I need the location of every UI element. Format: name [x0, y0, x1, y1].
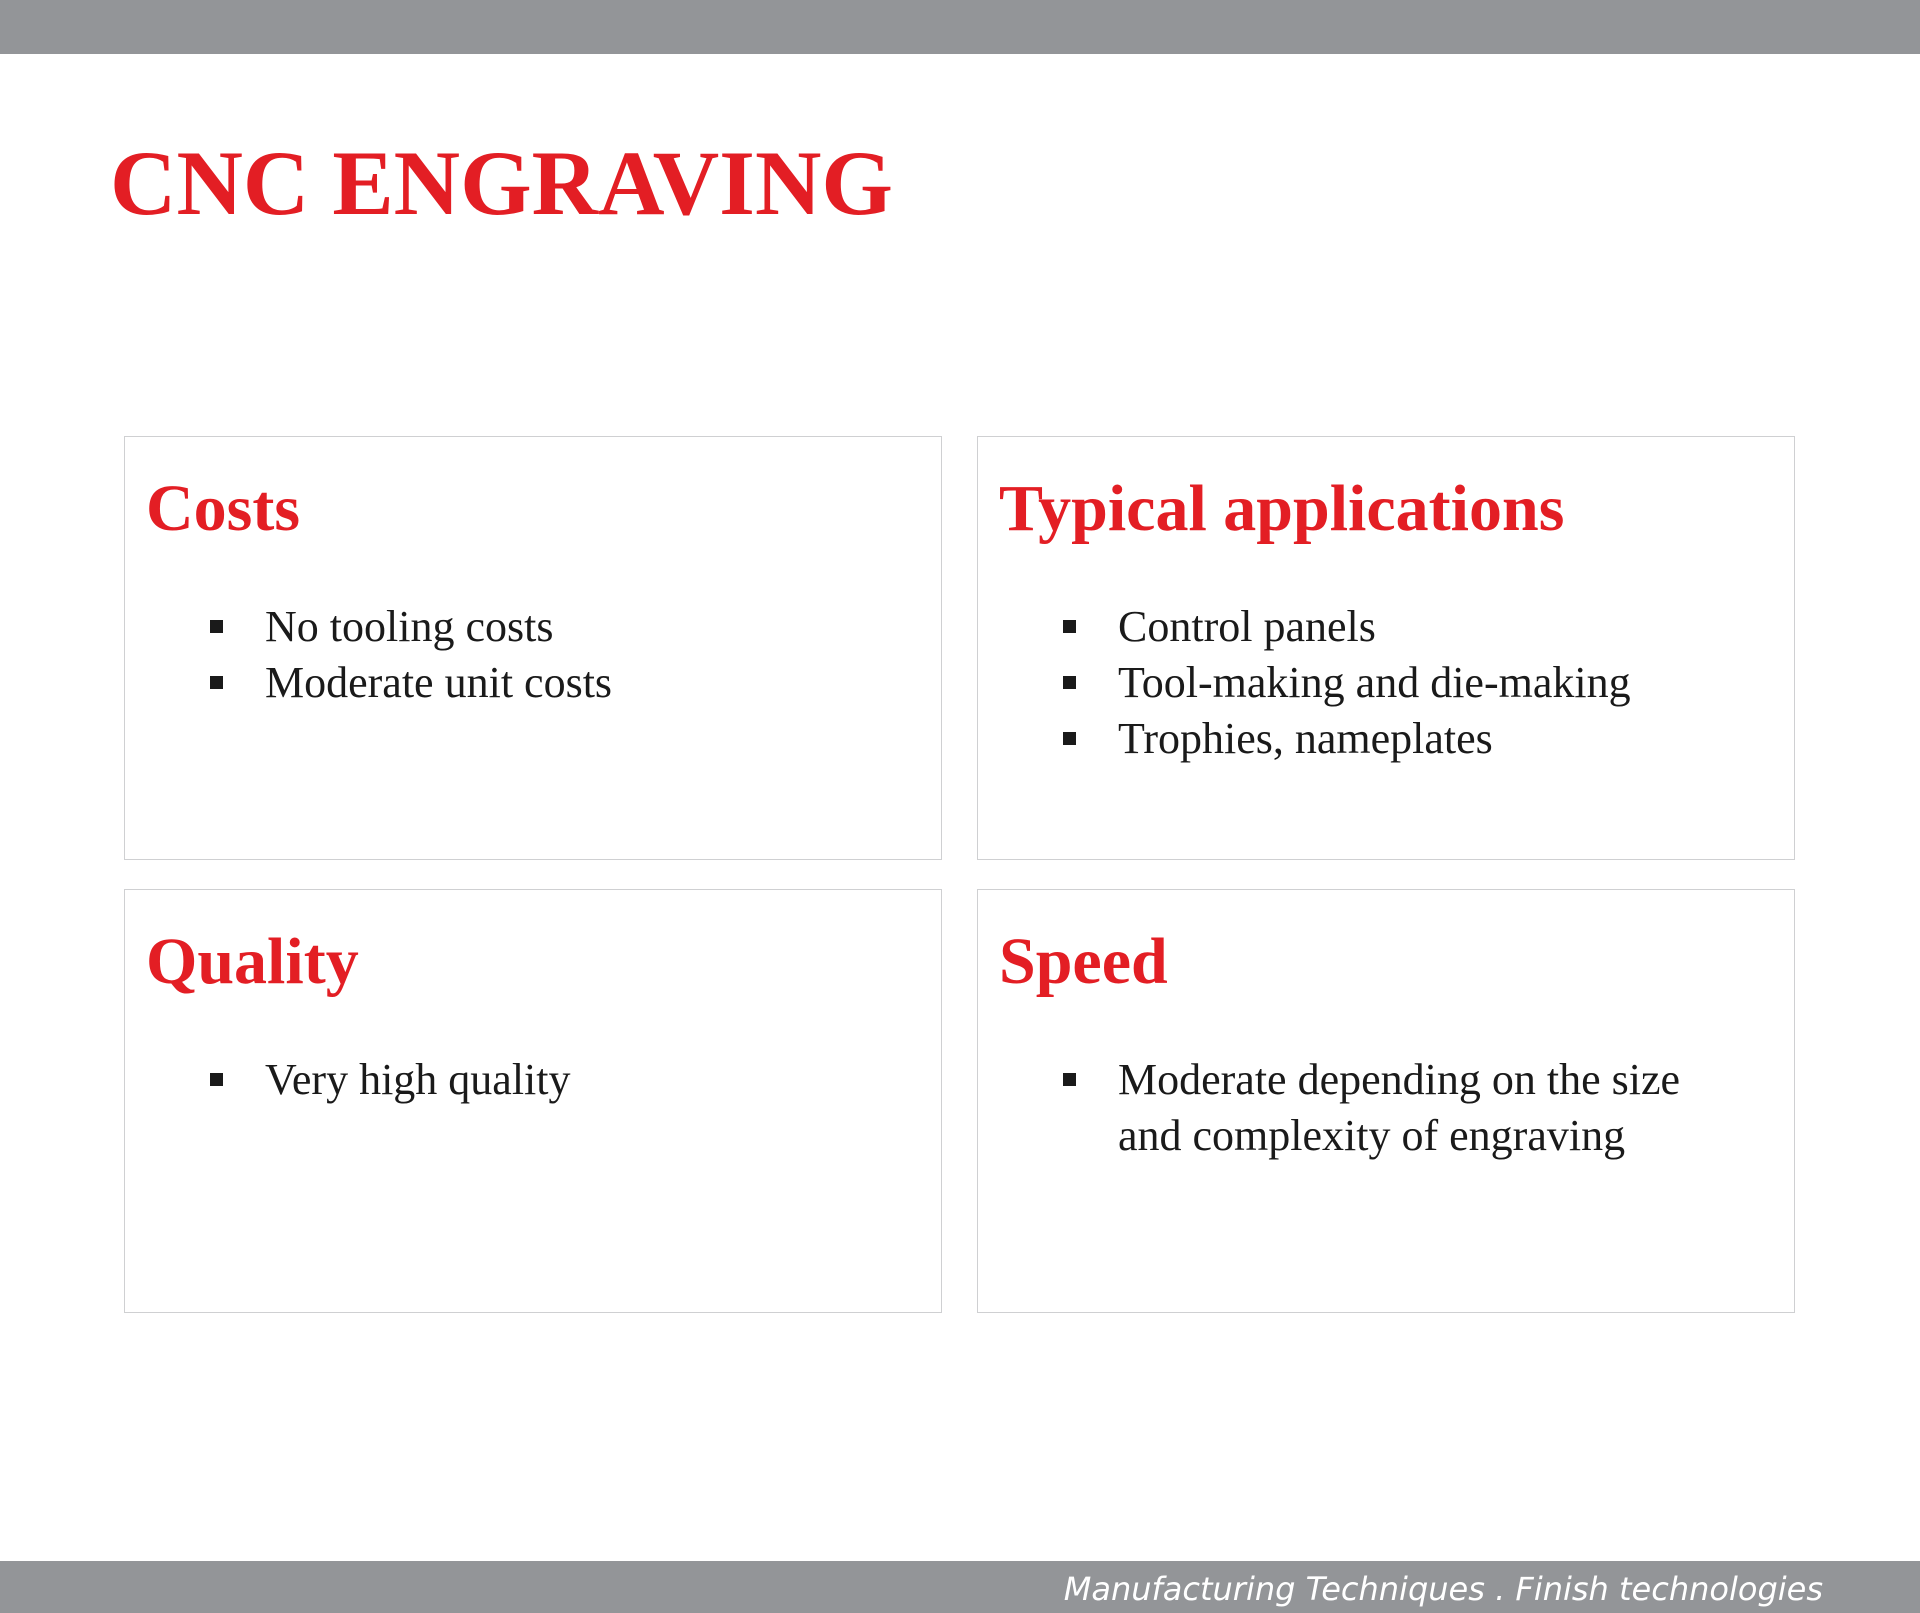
- list-item: [1063, 599, 1763, 655]
- square-bullet-icon: [1063, 1073, 1076, 1086]
- card-heading-costs: Costs: [146, 472, 301, 545]
- list-item-text: Very high quality: [265, 1055, 571, 1104]
- square-bullet-icon: [1063, 620, 1076, 633]
- bullet-list-quality: [210, 1052, 910, 1108]
- top-bar: [0, 0, 1920, 54]
- card-costs: [124, 436, 942, 860]
- footer-text: Manufacturing Techniques . Finish technologies: [1063, 1570, 1823, 1608]
- list-item-text: Tool-making and die-making: [1118, 658, 1631, 707]
- square-bullet-icon: [210, 676, 223, 689]
- square-bullet-icon: [210, 620, 223, 633]
- card-heading-typical-applications: Typical applications: [999, 472, 1565, 545]
- square-bullet-icon: [210, 1073, 223, 1086]
- page-title: CNC ENGRAVING: [110, 132, 893, 234]
- bottom-bar: [0, 1561, 1920, 1613]
- card-quality: [124, 889, 942, 1313]
- list-item: [210, 655, 910, 711]
- card-speed: [977, 889, 1795, 1313]
- card-heading-quality: Quality: [146, 925, 359, 998]
- square-bullet-icon: [1063, 676, 1076, 689]
- card-typical-applications: [977, 436, 1795, 860]
- list-item: [210, 1052, 910, 1108]
- list-item-text: Moderate unit costs: [265, 658, 613, 707]
- list-item-text: No tooling costs: [265, 602, 554, 651]
- list-item: [1063, 655, 1763, 711]
- bullet-list-costs: [210, 599, 910, 711]
- list-item-text: Control panels: [1118, 602, 1376, 651]
- list-item-text: Trophies, nameplates: [1118, 714, 1493, 763]
- list-item: [1063, 711, 1763, 767]
- card-heading-speed: Speed: [999, 925, 1168, 998]
- list-item: [1063, 1052, 1703, 1164]
- bullet-list-typical-applications: [1063, 599, 1763, 767]
- bullet-list-speed: [1063, 1052, 1703, 1164]
- square-bullet-icon: [1063, 732, 1076, 745]
- list-item: [210, 599, 910, 655]
- list-item-text: Moderate depending on the size and complexity of engraving: [1118, 1055, 1681, 1160]
